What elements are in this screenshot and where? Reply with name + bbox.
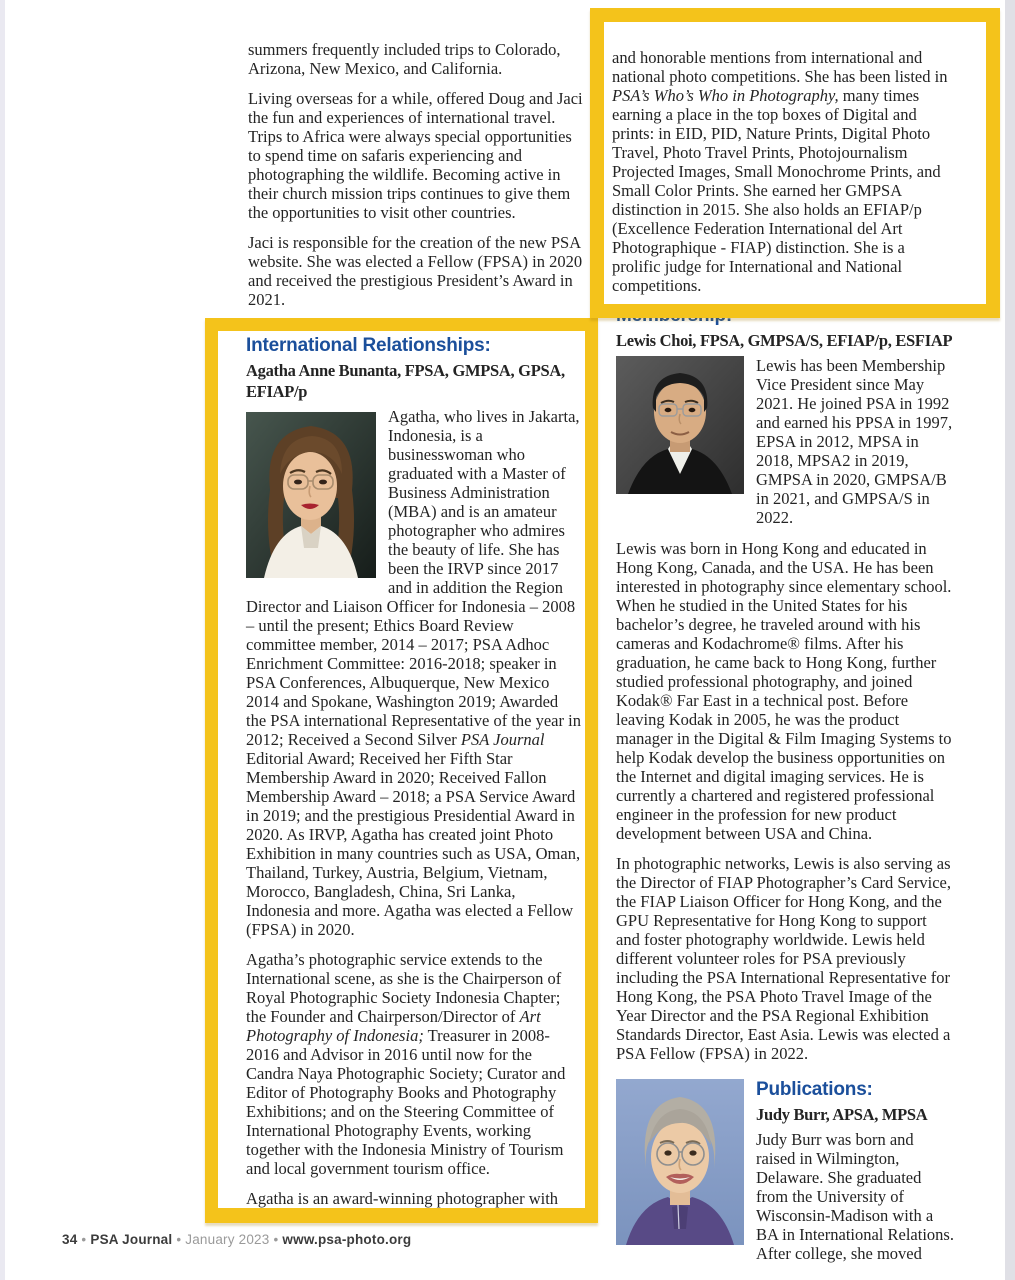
footer-page-number: 34: [62, 1232, 78, 1247]
page-edge-left: [0, 0, 5, 1280]
author-name-agatha: Agatha Anne Bunanta, FPSA, GMPSA, GPSA, EFIAP/p: [246, 361, 565, 401]
text-run: and honorable mentions from international and national photo competitions. She has been listed in: [612, 48, 948, 86]
judy-portrait-photo: [616, 1079, 744, 1245]
text-run: many times earning a place in the top boxes of Digital and prints: in EID, PID, Nature Prints, Digital Photo Travel, Photo Travel Prints, Photojournalism Projected Images, Small Monochrome Prints, and Small Color Prints. She earned her GMPSA distinction in 2015. She also holds an EFIAP/p (Excellence Federation International del Art Photographique - FIAP) distinction. She is a prolific judge for International and National competitions.: [612, 86, 941, 295]
page-edge-right: [1005, 0, 1015, 1280]
agatha-portrait-photo: [246, 412, 376, 578]
publications-block: [616, 1079, 954, 1263]
text-run-italic: Art Photography of Indonesia;: [246, 1007, 541, 1045]
author-name-lewis: Lewis Choi, FPSA, GMPSA/S, EFIAP/p, ESFIAP: [616, 331, 953, 350]
text-run: Treasurer in 2008-2016 and Advisor in 2016 until now for the Candra Naya Photographic Society; Curator and Editor of Photography Books and Photography Exhibitions; and on the Steering Committee of International Photography Events, working together with the Indonesia Ministry of Tourism and local government tourism office.: [246, 1026, 566, 1178]
footer-separator: •: [176, 1232, 182, 1247]
paragraph: Lewis was born in Hong Kong and educated in Hong Kong, Canada, and the USA. He has been interested in photography since elementary school. When he studied in the United States for his bachelor’s degree, he traveled around with his cameras and Kodachrome® films. After his graduation, he came back to Hong Kong, further studied professional photography, and joined Kodak® Far East in a technical post. Before leaving Kodak in 2005, he was the product manager in the Digital & Film Imaging Systems to help Kodak develop the business opportunities on the Internet and digital imaging services. He is currently a chartered and registered professional engineer in the profession for new product development between USA and China.: [616, 539, 952, 843]
page-footer: [62, 1232, 411, 1247]
footer-website: www.psa-photo.org: [282, 1232, 412, 1247]
footer-separator: •: [81, 1232, 87, 1247]
column-left-top: [248, 40, 584, 320]
paragraph: Jaci is responsible for the creation of the new PSA website. She was elected a Fellow (FPSA) in 2020 and received the prestigious President’s Award in 2021.: [248, 233, 583, 309]
highlight-box-top-right: [590, 8, 1000, 318]
paragraph: Living overseas for a while, offered Doug and Jaci the fun and experiences of international travel. Trips to Africa were always special opportunities to spend time on safaris experiencing and photographing the wildlife. Becoming active in their church mission trips continues to give them the opportunities to visit other countries.: [248, 89, 583, 222]
paragraph: Judy Burr was born and raised in Wilmington, Delaware. She graduated from the University of Wisconsin-Madison with a BA in International Relations. After college, she moved: [756, 1130, 954, 1263]
text-run: Agatha’s photographic service extends to the International scene, as she is the Chairperson of Royal Photographic Society Indonesia Chapter; the Founder and Chairperson/Director of: [246, 950, 562, 1026]
footer-separator: •: [273, 1232, 279, 1247]
footer-issue-date: January 2023: [185, 1232, 270, 1247]
text-run-italic: PSA Journal: [460, 730, 545, 749]
paragraph: summers frequently included trips to Colorado, Arizona, New Mexico, and California.: [248, 40, 561, 78]
lewis-portrait-photo: [616, 356, 744, 494]
text-run: Editorial Award; Received her Fifth Star Membership Award in 2020; Received Fallon Membership Award – 2018; a PSA Service Award in 2019; and the prestigious Presidential Award in 2020. As IRVP, Agatha has created joint Photo Exhibition in many countries such as USA, Oman, Thailand, Turkey, Austria, Belgium, Vietnam, Morocco, Bangladesh, China, Sri Lanka, Indonesia and more. Agatha was elected a Fellow (FPSA) in 2020.: [246, 749, 581, 939]
paragraph: [612, 48, 956, 295]
membership-intro-text: Lewis has been Membership Vice President since May 2021. He joined PSA in 1992 and earned his PPSA in 1997, EPSA in 2012, MPSA in 2018, MPSA2 in 2019, GMPSA in 2020, GMPSA/B in 2021, and GMPSA/S in 2022.: [756, 356, 953, 527]
membership-intro-block: [616, 356, 954, 527]
author-name-judy: Judy Burr, APSA, MPSA: [756, 1105, 928, 1124]
text-run-italic: PSA’s Who’s Who in Photography,: [612, 86, 839, 105]
highlight-box-international: [205, 318, 598, 1223]
section-heading-publications: Publications:: [756, 1079, 873, 1100]
paragraph: [246, 950, 581, 1178]
publications-text: [756, 1079, 954, 1263]
paragraph: Agatha is an award-winning photographer with more than 3,000 acceptances in international: [246, 1189, 559, 1223]
text-run: Agatha, who lives in Jakarta, Indonesia, is a businesswoman who graduated with a Master of Business Administration (MBA) and is an amateur photographer who admires the beauty of life. She has been the IRVP since 2017 and in addition the Region Director and Liaison Officer for Indonesia – 2008 – until the present; Ethics Board Review committee member, 2014 – 2017; PSA Adhoc Enrichment Committee: 2016-2018; speaker in PSA Conferences, Albuquerque, New Mexico 2014 and Spokane, Washington 2019; Awarded the PSA international Representative of the year in 2012; Received a Second Silver: [246, 407, 581, 749]
paragraph: In photographic networks, Lewis is also serving as the Director of FIAP Photographer’s Card Service, the FIAP Liaison Officer for Hong Kong, and the GPU Representative for Hong Kong to support and foster photography worldwide. Lewis held different volunteer roles for PSA previously including the PSA International Representative for Hong Kong, the PSA Photo Travel Image of the Year Director and the PSA Regional Exhibition Standards Director, East Asia. Lewis was elected a PSA Fellow (FPSA) in 2022.: [616, 854, 951, 1063]
footer-journal-name: PSA Journal: [90, 1232, 173, 1247]
column-right: [616, 305, 954, 1275]
section-heading-international-relationships: International Relationships:: [246, 335, 491, 356]
